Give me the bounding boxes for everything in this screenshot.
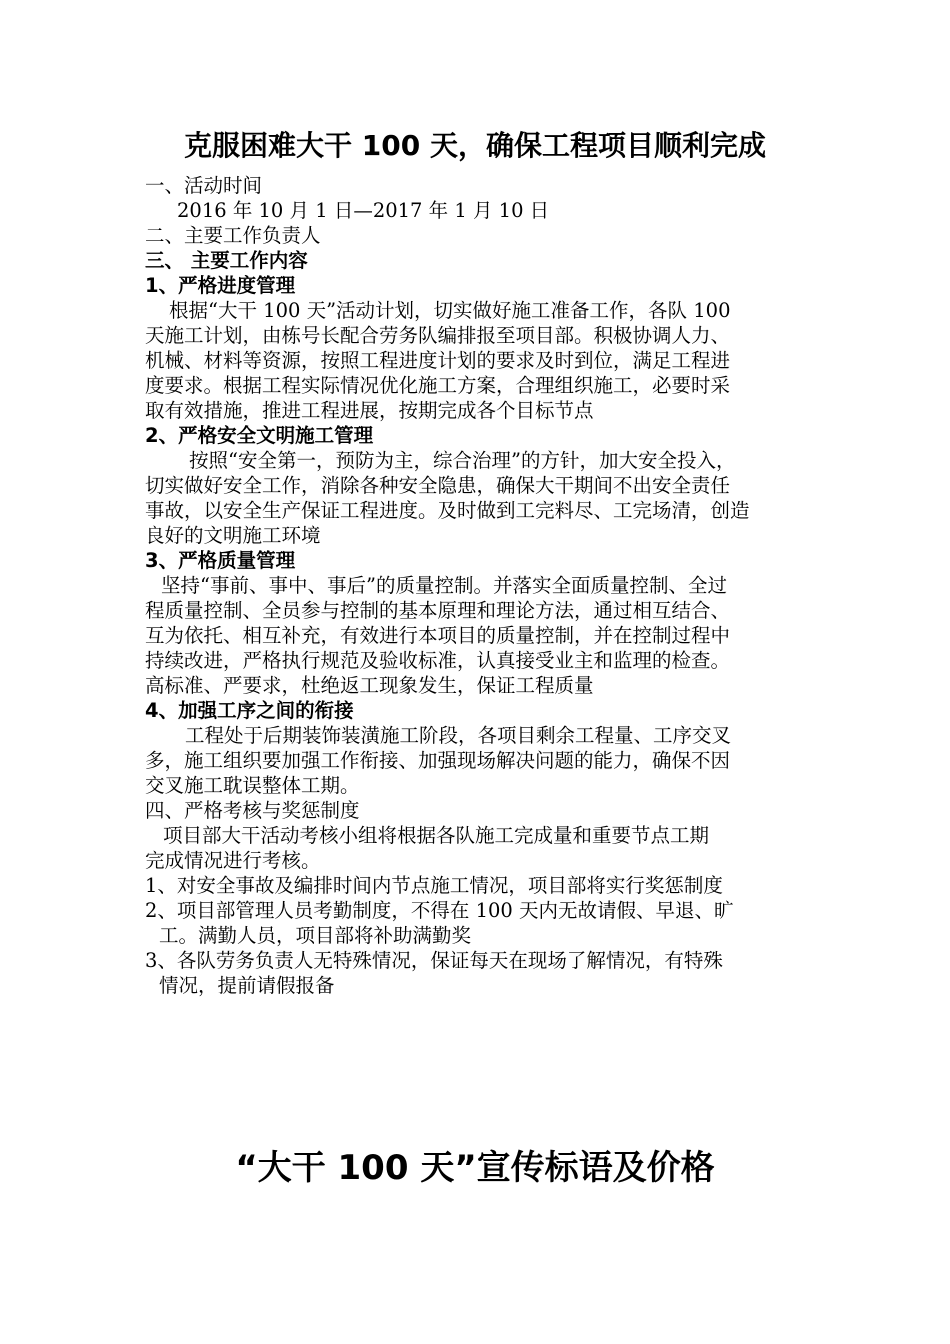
paragraph-line: 互为依托、相互补充，有效进行本项目的质量控制，并在控制过程中 xyxy=(145,624,731,647)
item-1-heading: 1、严格进度管理 xyxy=(145,274,296,297)
activity-date: 2016 年 10 月 1 日—2017 年 1 月 10 日 xyxy=(177,199,550,222)
section-4-heading: 四、严格考核与奖惩制度 xyxy=(145,799,360,822)
paragraph-line: 多，施工组织要加强工作衔接、加强现场解决问题的能力，确保不因 xyxy=(145,749,731,772)
item-2-paragraph xyxy=(145,448,807,548)
paragraph-line: 完成情况进行考核。 xyxy=(145,849,321,872)
paragraph-line: 项目部大干活动考核小组将根据各队施工完成量和重要节点工期 xyxy=(163,824,710,847)
rule-item-2 xyxy=(145,898,807,948)
paragraph-line: 良好的文明施工环境 xyxy=(145,524,321,547)
slogan-section-title: “大干 100 天”宣传标语及价格 xyxy=(235,1148,715,1188)
paragraph-line: 天施工计划，由栋号长配合劳务队编排报至项目部。积极协调人力、 xyxy=(145,324,731,347)
item-3-heading: 3、严格质量管理 xyxy=(145,549,296,572)
item-4-paragraph xyxy=(145,723,807,798)
section-2-heading: 二、主要工作负责人 xyxy=(145,224,321,247)
paragraph-line: 度要求。根据工程实际情况优化施工方案，合理组织施工，必要时采 xyxy=(145,374,731,397)
paragraph-line: 按照“安全第一，预防为主，综合治理”的方针，加大安全投入， xyxy=(189,449,736,472)
document-title: 克服困难大干 100 天，确保工程项目顺利完成 xyxy=(184,129,766,162)
paragraph-line: 情况，提前请假报备 xyxy=(159,974,335,997)
paragraph-line: 2、项目部管理人员考勤制度，不得在 100 天内无故请假、早退、旷 xyxy=(145,899,734,922)
paragraph-line: 持续改进，严格执行规范及验收标准，认真接受业主和监理的检查。 xyxy=(145,649,731,672)
paragraph-line: 取有效措施，推进工程进展，按期完成各个目标节点 xyxy=(145,399,594,422)
paragraph-line: 事故，以安全生产保证工程进度。及时做到工完料尽、工完场清，创造 xyxy=(145,499,750,522)
paragraph-line: 交叉施工耽误整体工期。 xyxy=(145,774,360,797)
paragraph-line: 高标准、严要求，杜绝返工现象发生，保证工程质量 xyxy=(145,674,594,697)
paragraph-line: 工程处于后期装饰装潢施工阶段，各项目剩余工程量、工序交叉 xyxy=(185,724,732,747)
paragraph-line: 机械、材料等资源，按照工程进度计划的要求及时到位，满足工程进 xyxy=(145,349,731,372)
paragraph-line: 程质量控制、全员参与控制的基本原理和理论方法，通过相互结合、 xyxy=(145,599,731,622)
rule-item-1 xyxy=(145,873,807,898)
item-1-paragraph xyxy=(145,298,807,423)
rule-item-3 xyxy=(145,948,807,998)
section-1-heading: 一、活动时间 xyxy=(145,174,263,197)
paragraph-line: 1、对安全事故及编排时间内节点施工情况，项目部将实行奖惩制度 xyxy=(145,874,723,897)
document-body xyxy=(145,173,807,998)
paragraph-line: 3、各队劳务负责人无特殊情况，保证每天在现场了解情况，有特殊 xyxy=(145,949,723,972)
item-2-heading: 2、严格安全文明施工管理 xyxy=(145,424,374,447)
paragraph-line: 工。满勤人员，项目部将补助满勤奖 xyxy=(159,924,472,947)
section-4-intro xyxy=(145,823,807,873)
paragraph-line: 坚持“事前、事中、事后”的质量控制。并落实全面质量控制、全过 xyxy=(161,574,727,597)
item-4-heading: 4、加强工序之间的衔接 xyxy=(145,699,354,722)
section-3-heading: 三、 主要工作内容 xyxy=(145,249,308,272)
paragraph-line: 切实做好安全工作，消除各种安全隐患，确保大干期间不出安全责任 xyxy=(145,474,731,497)
paragraph-line: 根据“大干 100 天”活动计划，切实做好施工准备工作，各队 100 xyxy=(169,299,731,322)
item-3-paragraph xyxy=(145,573,807,698)
